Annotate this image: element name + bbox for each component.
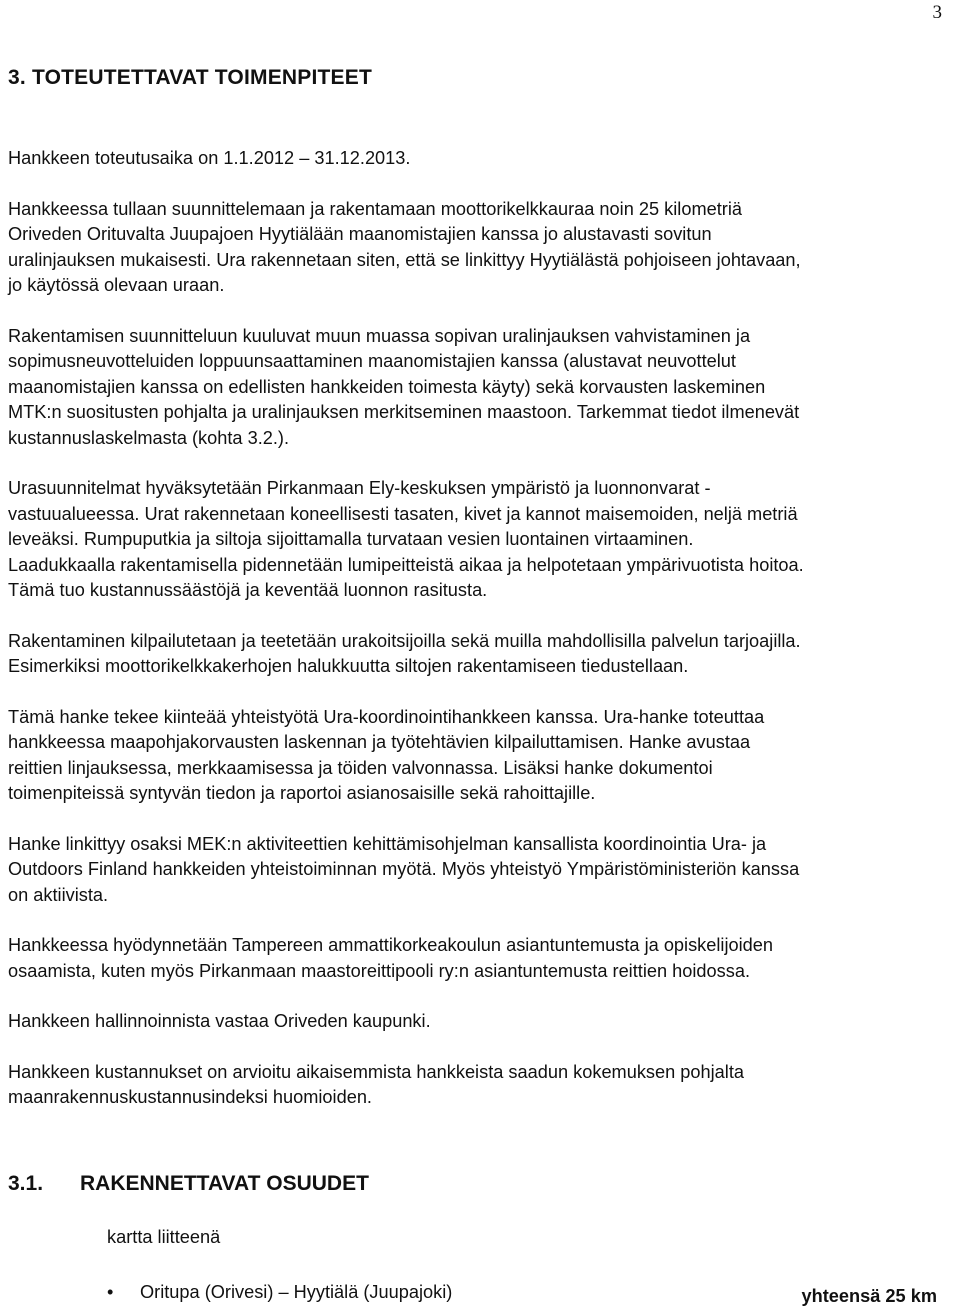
paragraph-schedule: Hankkeen toteutusaika on 1.1.2012 – 31.12.2013. bbox=[8, 148, 411, 168]
paragraph-tamk: Hankkeessa hyödynnetään Tampereen ammattikorkeakoulun asiantuntemusta ja opiskelijoiden osaamista, kuten myös Pirkanmaan maastoreittipooli ry:n asiantuntemusta reittien hoidossa. bbox=[8, 935, 774, 981]
paragraph-administration: Hankkeen hallinnoinnista vastaa Oriveden kaupunki. bbox=[8, 1011, 431, 1031]
paragraph-planning: Rakentamisen suunnitteluun kuuluvat muun muassa sopivan uralinjauksen vahvistaminen ja sopimusneuvotteluiden loppuunsaattaminen maanomistajien kanssa (alustavat neuvottelut maanomistajien kanssa on edellisten hankkeiden toimesta käyty) sekä korvausten laskeminen MTK:n suositusten pohjalta ja uralinjauksen merkitseminen maastoon. Tarkemmat tiedot ilmenevät kustannuslaskelmasta (kohta 3.2.). bbox=[8, 325, 800, 448]
paragraph-tendering: Rakentaminen kilpailutetaan ja teetetään urakoitsijoilla sekä muilla mahdollisilla palvelun tarjoajilla. Esimerkiksi moottorikelkkakerhojen halukkuutta siltojen rakentamiseen tiedustellaan. bbox=[8, 630, 801, 676]
paragraph-costs: Hankkeen kustannukset on arvioitu aikaisemmista hankkeista saadun kokemuksen pohjalta maanrakennuskustannusindeksi huomioiden. bbox=[8, 1061, 744, 1107]
page-number: 3 bbox=[932, 2, 942, 23]
subsection-heading bbox=[8, 1172, 369, 1196]
section-heading: 3. TOTEUTETTAVAT TOIMENPITEET bbox=[8, 66, 372, 89]
paragraph-cooperation: Tämä hanke tekee kiinteää yhteistyötä Ura-koordinointihankkeen kanssa. Ura-hanke toteuttaa hankkeessa maapohjakorvausten laskennan ja työtehtävien kilpailuttamisen. Hanke avustaa reittien linjauksessa, merkkaamisessa ja töiden valvonnassa. Lisäksi hanke dokumentoi toimenpiteissä syntyvän tiedon ja raportoi asianosaisille sekä rahoittajille. bbox=[8, 706, 765, 803]
route-name: Oritupa (Orivesi) – Hyytiälä (Juupajoki) bbox=[140, 1282, 453, 1302]
subsection-number: 3.1. bbox=[8, 1172, 44, 1195]
bullet-icon: • bbox=[107, 1282, 114, 1302]
map-attachment-note: kartta liitteenä bbox=[107, 1227, 221, 1247]
body-text bbox=[8, 146, 953, 1136]
paragraph-route-plan: Hankkeessa tullaan suunnittelemaan ja rakentamaan moottorikelkkauraa noin 25 kilometriä Oriveden Orituvalta Juupajoen Hyytiälään maanomistajien kanssa jo alustavasti sovitun uralinjauksen mukaisesti. Ura rakennetaan siten, että se linkittyy Hyytiälästä pohjoiseen johtavaan, jo käytössä olevaan uraan. bbox=[8, 198, 801, 295]
subsection-title: RAKENNETTAVAT OSUUDET bbox=[80, 1172, 369, 1195]
route-total: yhteensä 25 km bbox=[801, 1286, 937, 1306]
paragraph-mek-link: Hanke linkittyy osaksi MEK:n aktiviteettien kehittämisohjelman kansallista koordinointia Ura- ja Outdoors Finland hankkeiden yhteistoiminnan myötä. Myös yhteistyö Ympäristöministeriön kanssa on aktiivista. bbox=[8, 833, 800, 905]
route-list-item bbox=[107, 1282, 937, 1306]
paragraph-approval: Urasuunnitelmat hyväksytetään Pirkanmaan Ely-keskuksen ympäristö ja luonnonvarat - vastuualueessa. Urat rakennetaan koneellisesti tasaten, kivet ja kannot maisemoiden, neljä metriä leveäksi. Rumpuputkia ja siltoja sijoittamalla turvataan vesien luontainen virtaaminen. Laadukkaalla rakentamisella pidennetään lumipeitteistä aikaa ja helpotetaan ympärivuotista hoitoa. Tämä tuo kustannussäästöjä ja keventää luonnon rasitusta. bbox=[8, 478, 804, 600]
